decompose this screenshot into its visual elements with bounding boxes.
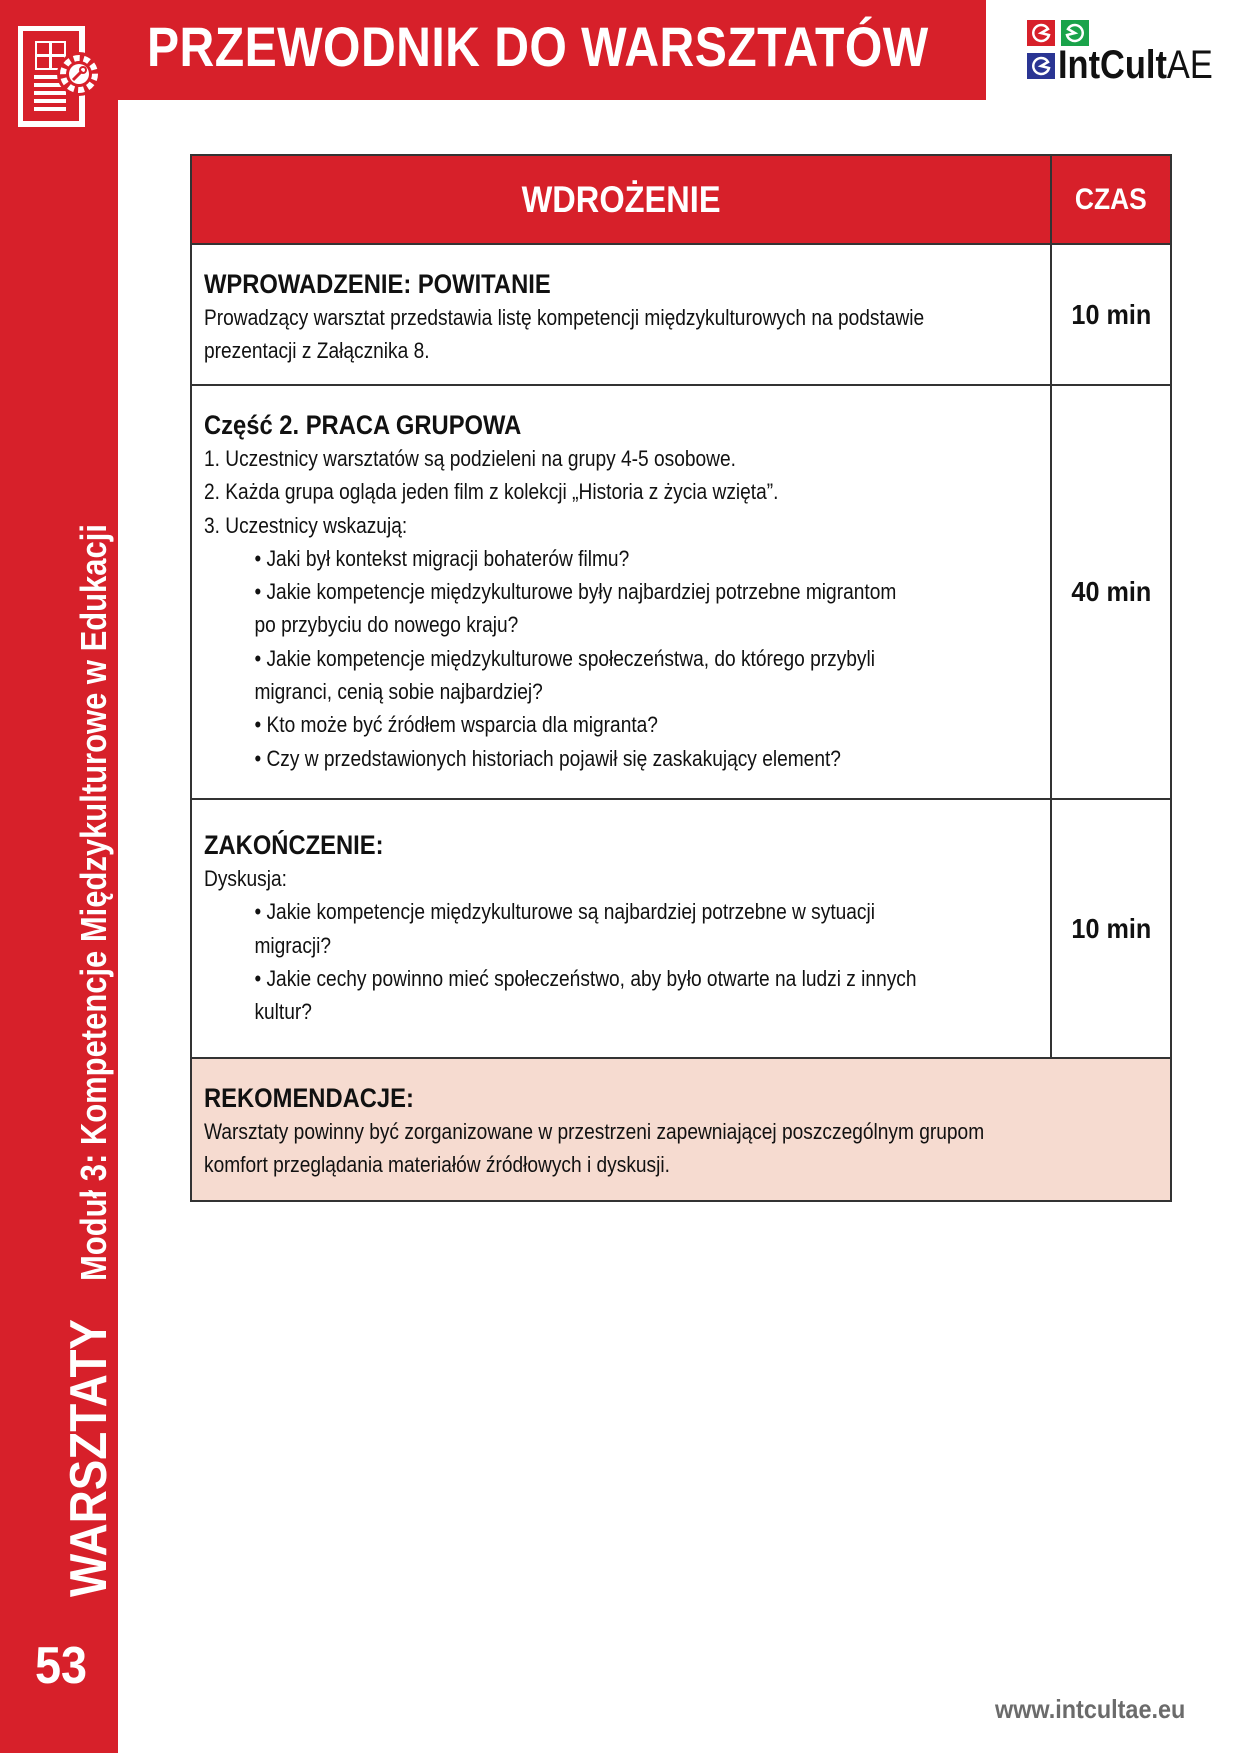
- implementation-table: [190, 154, 1172, 1202]
- page-title: PRZEWODNIK DO WARSZTATÓW: [147, 15, 929, 78]
- bullet-item: migranci, cenią sobie najbardziej?: [254, 679, 543, 705]
- logo-red-square-icon: [1027, 20, 1055, 46]
- intcultae-logo: [1027, 20, 1213, 87]
- table-header-row: [192, 156, 1170, 245]
- bullet-item: • Kto może być źródłem wsparcia dla migranta?: [254, 712, 658, 738]
- table-row-conclusion: [192, 800, 1170, 1059]
- row-time: 10 min: [1071, 912, 1151, 944]
- bullet-item: • Jakie cechy powinno mieć społeczeństwo, aby było otwarte na ludzi z innych: [254, 965, 917, 991]
- row-time: 40 min: [1071, 576, 1151, 607]
- row-text: Dyskusja:: [204, 866, 287, 891]
- logo-wordmark: IntCultAE: [1058, 43, 1213, 87]
- table-row-group-work: [192, 386, 1170, 800]
- header-cell-time: CZAS: [1075, 182, 1147, 216]
- bullet-item: • Jaki był kontekst migracji bohaterów filmu?: [254, 545, 630, 571]
- page-number: 53: [34, 1637, 88, 1695]
- row-text: 1. Uczestnicy warsztatów są podzieleni na grupy 4-5 osobowe.: [204, 446, 736, 471]
- recommendations-text: komfort przeglądania materiałów źródłowych i dyskusji.: [204, 1152, 670, 1178]
- header-cell-implementation: WDROŻENIE: [192, 156, 1052, 243]
- row-text: 3. Uczestnicy wskazują:: [204, 512, 408, 538]
- bullet-item: po przybyciu do nowego kraju?: [254, 612, 519, 638]
- row-text: prezentacji z Załącznika 8.: [204, 338, 430, 364]
- sidebar-section-module: Moduł 3: Kompetencje Międzykulturowe w Edukacji: [73, 524, 114, 1282]
- bullet-item: • Jakie kompetencje międzykulturowe społeczeństwa, do którego przybyli: [254, 645, 876, 671]
- footer-website-link[interactable]: www.intcultae.eu: [995, 1694, 1186, 1724]
- row-title: WPROWADZENIE: POWITANIE: [204, 269, 551, 299]
- bullet-item: • Jakie kompetencje międzykulturowe są najbardziej potrzebne w sytuacji: [254, 899, 876, 925]
- bullet-item: migracji?: [254, 932, 332, 958]
- row-text: 2. Każda grupa ogląda jeden film z kolekcji „Historia z życia wzięta”.: [204, 479, 779, 505]
- bullet-item: kultur?: [254, 999, 312, 1025]
- sidebar-section-big: WARSZTATY: [60, 1319, 118, 1597]
- bullet-item: • Jakie kompetencje międzykulturowe były najbardziej potrzebne migrantom: [254, 579, 897, 605]
- sidebar-section-label: [59, 401, 119, 1597]
- row-title: ZAKOŃCZENIE:: [204, 830, 384, 860]
- row-title: Część 2. PRACA GRUPOWA: [204, 410, 522, 440]
- table-row-introduction: [192, 245, 1170, 386]
- recommendations-box: [192, 1059, 1170, 1200]
- recommendations-title: REKOMENDACJE:: [204, 1083, 414, 1113]
- logo-blue-square-icon: [1027, 53, 1055, 79]
- bullet-item: • Czy w przedstawionych historiach pojawił się zaskakujący element?: [254, 745, 841, 771]
- workshop-document-gear-icon: [18, 26, 100, 130]
- row-time: 10 min: [1071, 298, 1151, 330]
- row-text: Prowadzący warsztat przedstawia listę kompetencji międzykulturowych na podstawie: [204, 305, 925, 330]
- recommendations-text: Warsztaty powinny być zorganizowane w przestrzeni zapewniającej poszczególnym grupom: [204, 1119, 985, 1144]
